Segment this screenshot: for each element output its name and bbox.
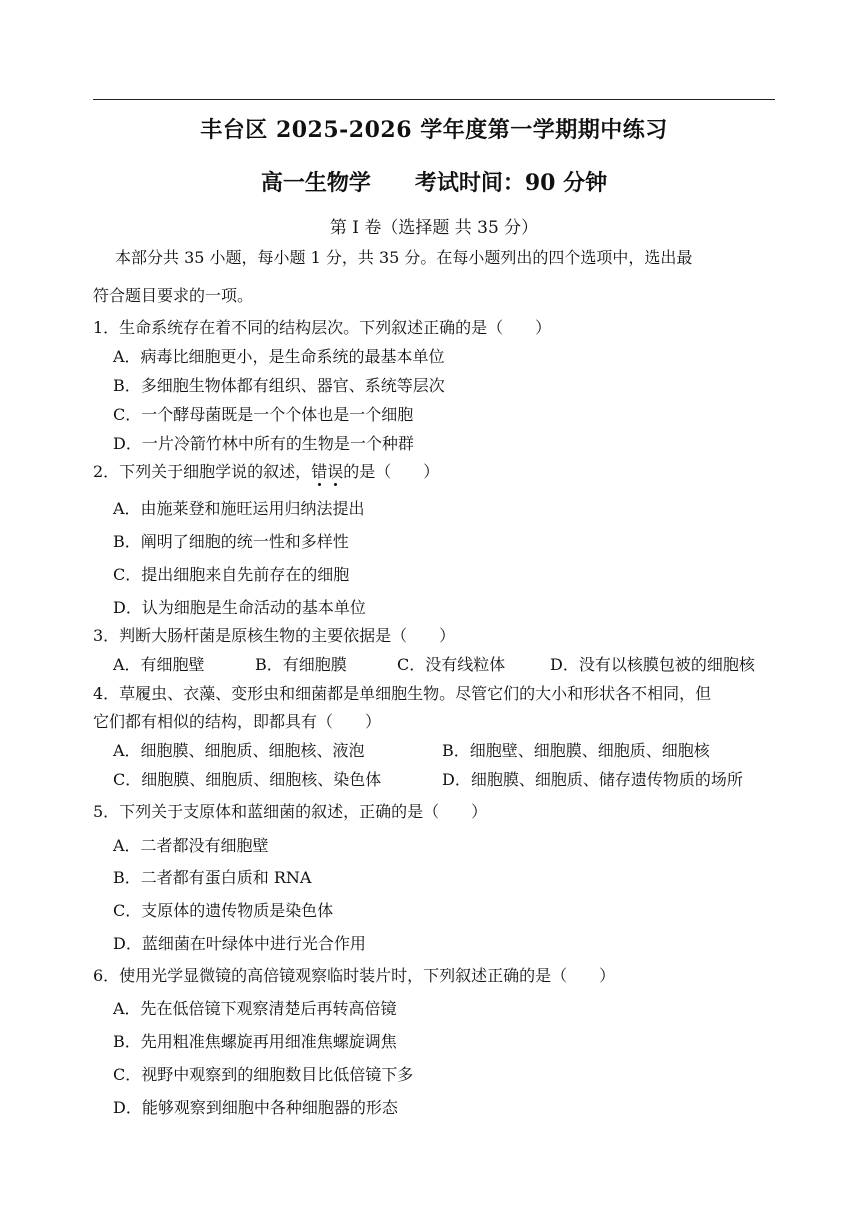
question-6-option-c: C．视野中观察到的细胞数目比低倍镜下多 bbox=[113, 1065, 414, 1084]
question-2-option-c: C．提出细胞来自先前存在的细胞 bbox=[113, 565, 350, 584]
question-6-option-b: B．先用粗准焦螺旋再用细准焦螺旋调焦 bbox=[113, 1032, 397, 1051]
question-3-option-a: A．有细胞壁 bbox=[113, 655, 205, 674]
instruction-line-2: 符合题目要求的一项。 bbox=[93, 286, 254, 305]
question-5-option-d: D．蓝细菌在叶绿体中进行光合作用 bbox=[113, 934, 366, 953]
question-2-option-d: D．认为细胞是生命活动的基本单位 bbox=[113, 598, 366, 617]
instruction-line-1: 本部分共 35 小题，每小题 1 分，共 35 分。在每小题列出的四个选项中，选出最 bbox=[115, 248, 693, 267]
question-1-option-a: A．病毒比细胞更小，是生命系统的最基本单位 bbox=[113, 347, 445, 366]
question-1-option-d: D．一片冷箭竹林中所有的生物是一个种群 bbox=[113, 434, 414, 453]
question-4-option-b: B．细胞壁、细胞膜、细胞质、细胞核 bbox=[442, 741, 710, 760]
emphasis-mark: 误 bbox=[327, 462, 344, 481]
subject-label: 高一生物学 bbox=[260, 170, 371, 196]
question-1-option-b: B．多细胞生物体都有组织、器官、系统等层次 bbox=[113, 376, 445, 395]
exam-subtitle bbox=[0, 166, 868, 197]
section-title: 第 I 卷（选择题 共 35 分） bbox=[329, 218, 539, 238]
question-4-stem-line-2: 它们都有相似的结构，即都具有（ ） bbox=[93, 712, 382, 731]
question-4-option-c: C．细胞膜、细胞质、细胞核、染色体 bbox=[113, 770, 382, 789]
question-1-stem: 1．生命系统存在着不同的结构层次。下列叙述正确的是（ ） bbox=[93, 318, 552, 337]
question-6-stem: 6．使用光学显微镜的高倍镜观察临时装片时，下列叙述正确的是（ ） bbox=[93, 966, 616, 985]
question-5-option-a: A．二者都没有细胞壁 bbox=[113, 836, 269, 855]
exam-time: 考试时间：90 分钟 bbox=[414, 170, 608, 196]
question-4-stem-line-1: 4．草履虫、衣藻、变形虫和细菌都是单细胞生物。尽管它们的大小和形状各不相同，但 bbox=[93, 684, 712, 703]
question-4-option-a: A．细胞膜、细胞质、细胞核、液泡 bbox=[113, 741, 365, 760]
question-1-option-c: C．一个酵母菌既是一个个体也是一个细胞 bbox=[113, 405, 414, 424]
question-3-option-d: D．没有以核膜包被的细胞核 bbox=[550, 655, 755, 674]
question-5-option-c: C．支原体的遗传物质是染色体 bbox=[113, 901, 334, 920]
question-2-option-a: A．由施莱登和施旺运用归纳法提出 bbox=[113, 499, 365, 518]
question-6-option-d: D．能够观察到细胞中各种细胞器的形态 bbox=[113, 1098, 398, 1117]
question-5-stem: 5．下列关于支原体和蓝细菌的叙述，正确的是（ ） bbox=[93, 802, 488, 821]
question-2-stem: 2．下列关于细胞学说的叙述，错误的是（ ） bbox=[93, 462, 440, 481]
emphasis-mark: 错 bbox=[311, 462, 328, 481]
question-3-option-c: C．没有线粒体 bbox=[397, 655, 506, 674]
header-rule bbox=[93, 99, 775, 100]
exam-title: 丰台区 2025-2026 学年度第一学期期中练习 bbox=[200, 117, 668, 143]
question-3-stem: 3．判断大肠杆菌是原核生物的主要依据是（ ） bbox=[93, 626, 456, 645]
question-4-option-d: D．细胞膜、细胞质、储存遗传物质的场所 bbox=[442, 770, 743, 789]
question-6-option-a: A．先在低倍镜下观察清楚后再转高倍镜 bbox=[113, 999, 397, 1018]
section-instruction bbox=[115, 244, 775, 272]
question-3-option-b: B．有细胞膜 bbox=[255, 655, 347, 674]
question-5-option-b: B．二者都有蛋白质和 RNA bbox=[113, 868, 312, 887]
question-2-option-b: B．阐明了细胞的统一性和多样性 bbox=[113, 532, 349, 551]
